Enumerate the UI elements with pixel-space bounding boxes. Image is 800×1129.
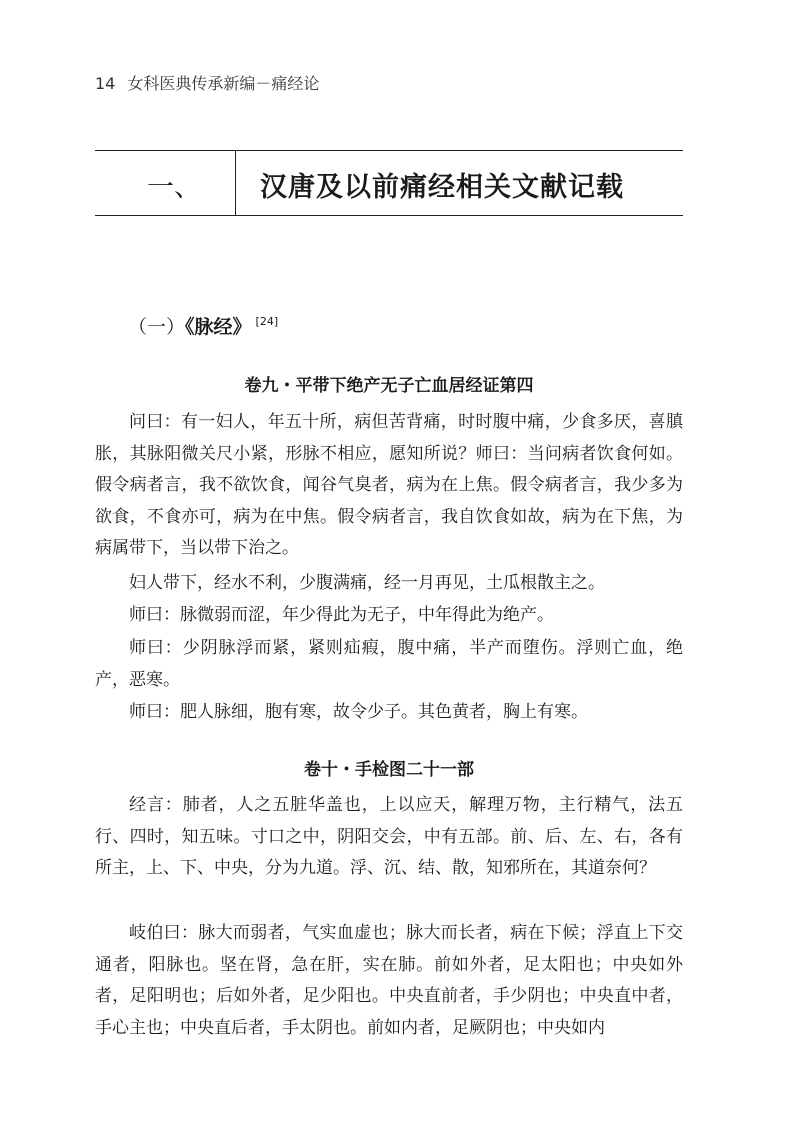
section-book-name: 《脉经》 — [185, 316, 252, 338]
page-number: 14 — [95, 74, 116, 93]
book-title: 女科医典传承新编－痛经论 — [127, 74, 320, 93]
volume-heading: 卷十・手检图二十一部 — [304, 760, 474, 780]
chapter-heading-box — [95, 150, 683, 216]
body-paragraph: 岐伯曰：脉大而弱者，气实血虚也；脉大而长者，病在下候；浮直上下交通者，阳脉也。坚在肾，急在肝，实在肺。前如外者，足太阳也；中央如外者，足阳明也；后如外者，足少阳也。中央直前者，手少阴也；中央直中者，手心主也；中央直后者，手太阴也。前如内者，足厥阴也；中央如内 — [95, 923, 683, 1038]
chapter-divider — [235, 151, 236, 215]
chapter-title: 汉唐及以前痛经相关文献记载 — [260, 172, 624, 203]
running-header — [95, 71, 319, 94]
section-prefix: （一） — [128, 316, 186, 338]
body-paragraph: 问曰：有一妇人，年五十所，病但苦背痛，时时腹中痛，少食多厌，喜䐜胀，其脉阳微关尺小紧，形脉不相应，愿知所说？师曰：当问病者饮食何如。假令病者言，我不欲饮食，闻谷气臭者，病为在上焦。假令病者言，我少多为欲食，不食亦可，病为在中焦。假令病者言，我自饮食如故，病为在下焦，为病属带下，当以带下治之。 — [95, 412, 683, 558]
chapter-number: 一、 — [147, 172, 201, 203]
section-title — [128, 312, 278, 339]
body-paragraph: 师曰：少阴脉浮而紧，紧则疝瘕，腹中痛，半产而堕伤。浮则亡血，绝产，恶寒。 — [95, 638, 683, 690]
reference-mark: [24] — [255, 315, 279, 328]
body-paragraph: 师曰：肥人脉细，胞有寒，故令少子。其色黄者，胸上有寒。 — [129, 702, 588, 722]
body-paragraph: 妇人带下，经水不利，少腹满痛，经一月再见，土瓜根散主之。 — [129, 573, 605, 593]
volume-heading: 卷九・平带下绝产无子亡血居经证第四 — [244, 376, 534, 396]
body-paragraph: 经言：肺者，人之五脏华盖也，上以应天，解理万物，主行精气，法五行、四时，知五味。寸口之中，阴阳交会，中有五部。前、后、左、右，各有所主，上、下、中央，分为九道。浮、沉、结、散，知邪所在，其道奈何？ — [95, 795, 683, 878]
body-paragraph: 师曰：脉微弱而涩，年少得此为无子，中年得此为绝产。 — [129, 605, 554, 625]
